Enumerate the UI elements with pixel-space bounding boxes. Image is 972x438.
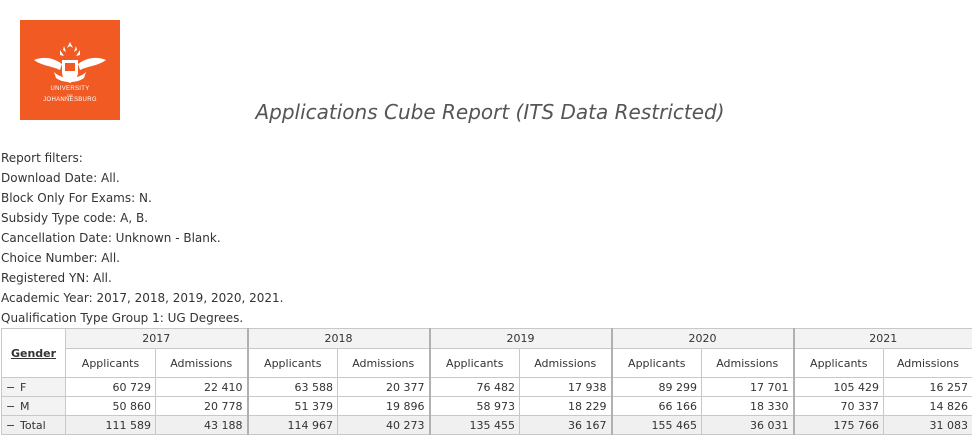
year-header-2017[interactable]: 2017 bbox=[66, 329, 248, 349]
filter-registered-yn: Registered YN: All. bbox=[1, 271, 112, 285]
table-cell: 76 482 bbox=[430, 378, 520, 397]
filter-download-date: Download Date: All. bbox=[1, 171, 120, 185]
table-cell: 22 410 bbox=[156, 378, 248, 397]
filter-qualification-type-group: Qualification Type Group 1: UG Degrees. bbox=[1, 311, 244, 325]
measure-header-applicants: Applicants bbox=[66, 349, 156, 378]
cube-table bbox=[1, 328, 972, 435]
row-label: M bbox=[20, 399, 30, 413]
report-filters bbox=[1, 148, 283, 328]
table-cell: 31 083 bbox=[884, 416, 972, 435]
row-header-m[interactable] bbox=[2, 397, 66, 416]
table-cell: 17 938 bbox=[520, 378, 612, 397]
table-cell: 36 167 bbox=[520, 416, 612, 435]
filter-cancellation-date: Cancellation Date: Unknown - Blank. bbox=[1, 231, 221, 245]
table-cell: 63 588 bbox=[248, 378, 338, 397]
table-cell: 175 766 bbox=[794, 416, 884, 435]
collapse-toggle-icon[interactable]: − bbox=[6, 399, 16, 413]
table-cell: 20 377 bbox=[338, 378, 430, 397]
year-header-2019[interactable]: 2019 bbox=[430, 329, 612, 349]
measure-header-applicants: Applicants bbox=[794, 349, 884, 378]
table-cell: 111 589 bbox=[66, 416, 156, 435]
table-cell: 36 031 bbox=[702, 416, 794, 435]
logo-text-of: OF bbox=[66, 93, 74, 98]
measure-header-admissions: Admissions bbox=[520, 349, 612, 378]
table-cell: 17 701 bbox=[702, 378, 794, 397]
measure-header-applicants: Applicants bbox=[430, 349, 520, 378]
table-cell: 60 729 bbox=[66, 378, 156, 397]
table-cell: 89 299 bbox=[612, 378, 702, 397]
table-cell: 66 166 bbox=[612, 397, 702, 416]
collapse-toggle-icon[interactable]: − bbox=[6, 418, 16, 432]
table-cell: 50 860 bbox=[66, 397, 156, 416]
table-cell: 14 826 bbox=[884, 397, 972, 416]
measure-header-admissions: Admissions bbox=[156, 349, 248, 378]
table-cell: 58 973 bbox=[430, 397, 520, 416]
table-cell: 16 257 bbox=[884, 378, 972, 397]
table-cell: 18 229 bbox=[520, 397, 612, 416]
filter-block-only-for-exams: Block Only For Exams: N. bbox=[1, 191, 152, 205]
filter-choice-number: Choice Number: All. bbox=[1, 251, 120, 265]
row-label: Total bbox=[20, 418, 46, 432]
report-title: Applications Cube Report (ITS Data Restricted) bbox=[255, 100, 725, 124]
table-cell: 105 429 bbox=[794, 378, 884, 397]
table-row bbox=[2, 378, 972, 397]
filter-subsidy-type-code: Subsidy Type code: A, B. bbox=[1, 211, 149, 225]
measure-header-admissions: Admissions bbox=[884, 349, 972, 378]
table-cell: 114 967 bbox=[248, 416, 338, 435]
filters-heading: Report filters: bbox=[1, 151, 83, 165]
table-cell: 155 465 bbox=[612, 416, 702, 435]
table-row bbox=[2, 397, 972, 416]
table-cell: 135 455 bbox=[430, 416, 520, 435]
row-header-total[interactable] bbox=[2, 416, 66, 435]
table-cell: 43 188 bbox=[156, 416, 248, 435]
measure-header-admissions: Admissions bbox=[702, 349, 794, 378]
collapse-toggle-icon[interactable]: − bbox=[6, 380, 16, 394]
table-cell: 51 379 bbox=[248, 397, 338, 416]
row-label: F bbox=[20, 380, 27, 394]
gender-column-header[interactable]: Gender bbox=[2, 329, 66, 378]
measure-header-applicants: Applicants bbox=[248, 349, 338, 378]
year-header-2020[interactable]: 2020 bbox=[612, 329, 794, 349]
table-cell: 19 896 bbox=[338, 397, 430, 416]
table-cell: 70 337 bbox=[794, 397, 884, 416]
table-cell: 40 273 bbox=[338, 416, 430, 435]
row-header-f[interactable] bbox=[2, 378, 66, 397]
table-cell: 18 330 bbox=[702, 397, 794, 416]
table-row-total bbox=[2, 416, 972, 435]
logo-text-johannesburg: JOHANNESBURG bbox=[43, 97, 97, 103]
measure-header-applicants: Applicants bbox=[612, 349, 702, 378]
logo-text-university: UNIVERSITY bbox=[50, 86, 90, 92]
year-header-2018[interactable]: 2018 bbox=[248, 329, 430, 349]
table-cell: 20 778 bbox=[156, 397, 248, 416]
measure-header-admissions: Admissions bbox=[338, 349, 430, 378]
filter-academic-year: Academic Year: 2017, 2018, 2019, 2020, 2021. bbox=[1, 291, 284, 305]
year-header-2021[interactable]: 2021 bbox=[794, 329, 972, 349]
